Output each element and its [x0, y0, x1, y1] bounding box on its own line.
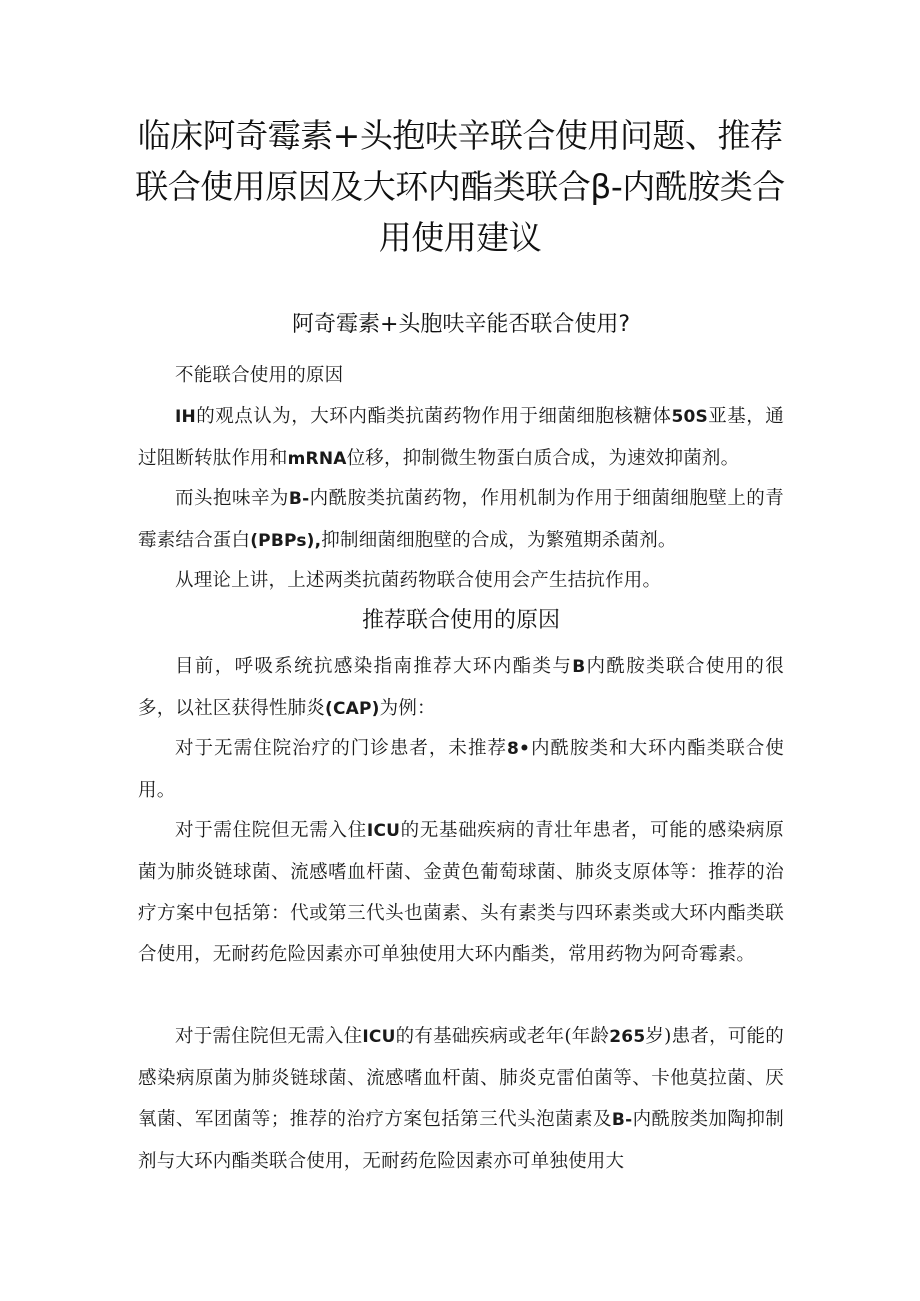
- term-icu: ICU: [362, 1027, 396, 1047]
- text-segment: 内酰胺类加陶抑制剂与大环内酯类联合使用，无耐药危险因素亦可单独使用大: [138, 1109, 784, 1172]
- text-segment: 内酰胺类抗菌药物，作用机制为作用于细菌细胞壁上的青霉素结合蛋白: [138, 488, 784, 551]
- paragraph-antagonism: 从理论上讲，上述两类抗菌药物联合使用会产生拮抗作用。: [175, 570, 662, 591]
- term-icu: ICU: [366, 821, 401, 841]
- text-segment: 位移，抑制微生物蛋白质合成，为速效抑菌剂。: [346, 448, 740, 469]
- term-265: 265: [609, 1027, 646, 1047]
- paragraph-cefuroxime-mechanism: [138, 478, 784, 562]
- subheading-reasons-against: 不能联合使用的原因: [175, 365, 344, 386]
- term-cap: (CAP): [325, 699, 380, 719]
- text-segment: 为例：: [379, 698, 436, 719]
- text-segment: 内酰胺类联合使用的很多，以社区获得性肺炎: [138, 656, 784, 719]
- text-segment: 对于无需住院治疗的门诊患者，未推荐: [175, 738, 507, 759]
- text-segment: 内酰胺类和大环内酯类联合使用。: [138, 738, 784, 801]
- term-beta: B-: [288, 489, 310, 509]
- paragraph-macrolide-mechanism: [138, 396, 784, 480]
- text-segment: 亚基，通过阻断转肽作用和: [138, 406, 784, 469]
- term-beta: B-: [611, 1110, 633, 1130]
- text-segment: 的无基础疾病的青壮年患者，可能的感染病原菌为肺炎链球菌、流感嗜血杆菌、金黄色葡萄球菌、肺炎支原体等：推荐的治疗方案中包括第：代或第三代头也菌素、头有素类与四环素类或大环内酯类联合使用，无耐药危险因素亦可单独使用大环内酯类，常用药物为阿奇霉素。: [138, 820, 784, 965]
- text-segment: 目前，呼吸系统抗感染指南推荐大环内酯类与: [175, 656, 573, 677]
- term-mrna: mRNA: [287, 449, 347, 469]
- term-50s: 50S: [671, 407, 708, 427]
- text-segment: 而头抱味辛为: [175, 488, 289, 509]
- term-ih: IH: [175, 407, 196, 427]
- paragraph-elderly-patients: [138, 1016, 784, 1182]
- paragraph-guidelines: [138, 646, 784, 730]
- section-heading-can-combine: 阿奇霉素+头胞呋辛能否联合使用?: [291, 312, 631, 337]
- term-b: B: [572, 657, 586, 677]
- text-segment: 对于需住院但无需入住: [175, 1026, 363, 1047]
- text-segment: 岁)患者，可能的感染病原菌为肺炎链球菌、流感嗜血杆菌、肺炎克雷伯菌等、卡他莫拉菌、厌氧菌、军团菌等；推荐的治疗方案包括第三代头泡菌素及: [138, 1026, 784, 1130]
- text-segment: 的观点认为，大环内酯类抗菌药物作用于细菌细胞核糖体: [195, 406, 672, 427]
- text-segment: 抑制细菌细胞壁的合成，为繁殖期杀菌剂。: [321, 530, 677, 551]
- document-title: 临床阿奇霉素+头抱呋辛联合使用问题、推荐联合使用原因及大环内酯类联合β-内酰胺类合用使用建议: [135, 116, 785, 257]
- term-pbps: (PBPs),: [250, 531, 322, 551]
- paragraph-young-patients: [138, 810, 784, 975]
- paragraph-outpatients: [138, 728, 784, 811]
- text-segment: 对于需住院但无需入住: [175, 820, 367, 841]
- section-heading-reasons-for: 推荐联合使用的原因: [361, 608, 560, 633]
- text-segment: 的有基础疾病或老年(年龄: [395, 1026, 610, 1047]
- term-8: 8•: [507, 739, 531, 759]
